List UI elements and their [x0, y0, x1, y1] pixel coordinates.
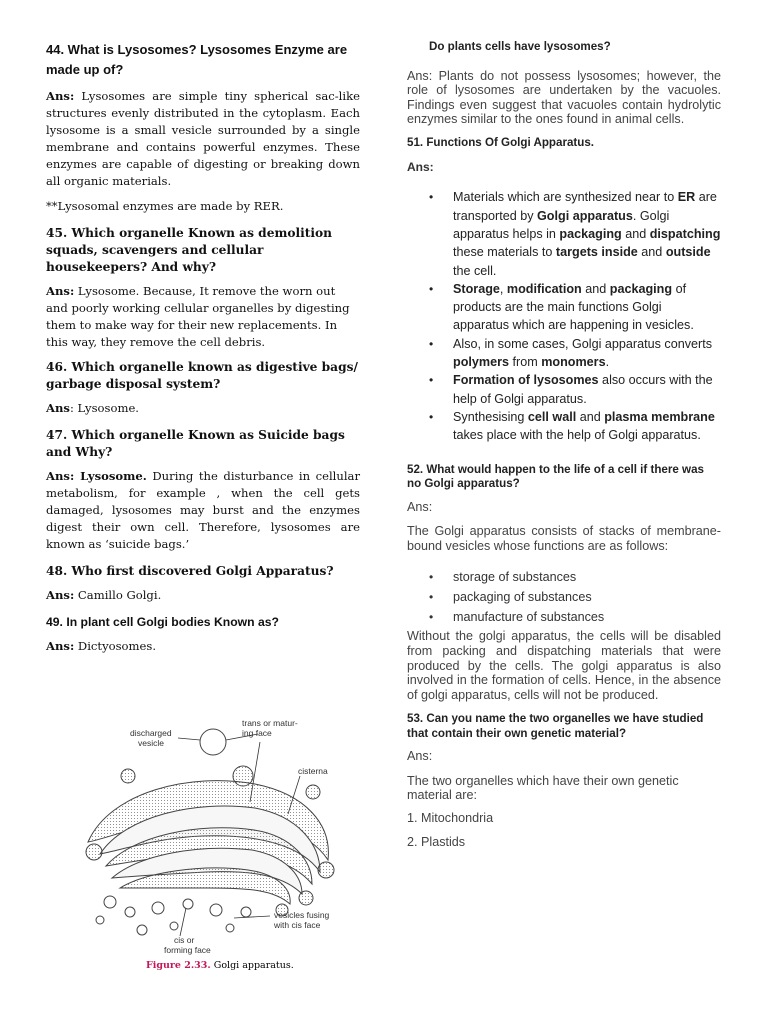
- question-plants-lysosomes: Do plants cells have lysosomes?: [429, 40, 611, 53]
- question-47: 47. Which organelle Known as Suicide bags and Why?: [46, 428, 345, 459]
- answer-label: Ans: [46, 401, 70, 415]
- figure-caption: [146, 960, 294, 971]
- left-column: [46, 40, 360, 663]
- question-53: 53. Can you name the two organelles we have studied that contain their own genetic material?: [407, 712, 704, 740]
- answer-text: During the disturbance in cellular metabolism, for example , when the cell gets damaged, lysosomes may burst and the enzymes digest their own cell. Therefore, lysosomes are known as ‘suicide bags.’: [46, 469, 360, 551]
- answer-text: : Lysosome.: [69, 401, 139, 415]
- text: and: [581, 281, 610, 296]
- list-item: [407, 280, 721, 335]
- keyword: plasma membrane: [604, 409, 715, 424]
- answer-52-intro: The Golgi apparatus consists of stacks of membrane-bound vesicles whose functions are as follows:: [407, 524, 721, 553]
- golgi-functions-list: [407, 188, 721, 444]
- question-44: 44. What is Lysosomes? Lysosomes Enzyme are made up of?: [46, 42, 348, 77]
- answer-48: [46, 587, 360, 604]
- answer-44: [46, 88, 360, 190]
- answer-53-label: Ans:: [407, 749, 433, 764]
- question-46: 46. Which organelle known as digestive bags/ garbage disposal system?: [46, 360, 358, 391]
- keyword: packaging: [559, 226, 622, 241]
- question-48: 48. Who first discovered Golgi Apparatus?: [46, 564, 334, 578]
- keyword: packaging: [609, 281, 673, 296]
- list-item: • manufacture of substances: [407, 607, 721, 627]
- text: and: [576, 409, 605, 424]
- answer-text: Lysosomes are simple tiny spherical sac-like structures evenly distributed in the cytoplasm. Each lysosome is a small vesicle surrounded by a single membrane and contains powerful enzymes. These enzymes are capable of digesting or breaking down all organic materials.: [46, 89, 360, 188]
- keyword: dispatching: [649, 226, 721, 241]
- answer-45: [46, 283, 360, 351]
- answer-53-item-2: 2. Plastids: [407, 834, 466, 849]
- answer-label: Ans:: [46, 89, 75, 103]
- label-cis-2: forming face: [164, 945, 211, 955]
- keyword: ER: [677, 190, 696, 205]
- text: and: [637, 245, 666, 260]
- note-lysosomal-enzymes: **Lysosomal enzymes are made by RER.: [46, 199, 284, 213]
- text: Materials which are synthesized near to: [453, 190, 678, 205]
- text: Also, in some cases, Golgi apparatus converts: [453, 336, 712, 351]
- answer-text: Dictyosomes.: [74, 639, 157, 653]
- keyword: Formation of lysosomes: [453, 373, 599, 388]
- label-vesicle: vesicle: [138, 738, 164, 748]
- text: from: [509, 355, 542, 370]
- answer-text: Lysosome. Because, It remove the worn out and poorly working cellular organelles by digesting them to make way for their new replacements. In this way, they remove the cell debris.: [46, 284, 350, 349]
- question-49: 49. In plant cell Golgi bodies Known as?: [46, 615, 279, 629]
- answer-46: [46, 400, 360, 417]
- answer-49: [46, 638, 360, 655]
- keyword: monomers: [541, 355, 606, 370]
- label-fusing-2: with cis face: [274, 920, 321, 930]
- answer-53-intro: The two organelles which have their own genetic material are:: [407, 773, 679, 803]
- label-cisterna: cisterna: [298, 766, 328, 776]
- text: . Golgi apparatus helps in: [453, 208, 670, 241]
- answer-label: Ans:: [46, 639, 75, 653]
- golgi-functions-simple-list: [407, 567, 721, 627]
- text: and: [621, 226, 650, 241]
- golgi-apparatus-figure: [70, 712, 350, 974]
- list-item: [407, 371, 721, 408]
- figure-number: Figure 2.33.: [146, 960, 211, 971]
- answer-label: Ans:: [46, 588, 75, 602]
- answer-51-label: Ans:: [407, 160, 434, 175]
- label-discharged: discharged: [130, 728, 172, 738]
- keyword: Storage: [453, 281, 500, 296]
- question-52: 52. What would happen to the life of a cell if there was no Golgi apparatus?: [407, 462, 704, 491]
- list-item: [407, 408, 721, 445]
- text: Synthesising: [453, 409, 528, 424]
- list-item: • storage of substances: [407, 567, 721, 587]
- text: the cell.: [453, 263, 497, 278]
- answer-label: Ans:: [46, 284, 75, 298]
- answer-label: Ans: Lysosome.: [46, 469, 147, 483]
- text: takes place with the help of Golgi apparatus.: [453, 428, 701, 443]
- list-item: [407, 335, 721, 372]
- answer-text: Camillo Golgi.: [74, 588, 162, 602]
- answer-plants-lysosomes: Ans: Plants do not possess lysosomes; however, the role of lysosomes are undertaken by the vacuoles. Findings even suggest that vacuoles contain hydrolytic enzymes similar to the ones found in animal cells.: [407, 68, 721, 127]
- right-column: [407, 40, 721, 857]
- list-item: • packaging of substances: [407, 587, 721, 607]
- figure-title: Golgi apparatus.: [210, 960, 294, 971]
- keyword: Golgi apparatus: [537, 208, 633, 223]
- text: .: [605, 355, 610, 370]
- keyword: cell wall: [527, 409, 577, 424]
- keyword: modification: [506, 281, 582, 296]
- golgi-diagram: [70, 712, 350, 974]
- label-fusing-1: vesicles fusing: [274, 910, 330, 920]
- text: of products are the main functions Golgi apparatus which are happening in vesicles.: [453, 281, 694, 333]
- keyword: polymers: [453, 355, 509, 370]
- text: are transported by: [453, 190, 717, 223]
- answer-47: [46, 468, 360, 553]
- answer-53-item-1: 1. Mitochondria: [407, 811, 494, 826]
- label-cis-1: cis or: [174, 935, 195, 945]
- label-trans-2: ing face: [242, 728, 272, 738]
- question-45: 45. Which organelle Known as demolition squads, scavengers and cellular housekeepers? And why?: [46, 226, 332, 274]
- keyword: targets inside: [555, 245, 638, 260]
- text: these materials to: [453, 245, 556, 260]
- keyword: outside: [665, 245, 711, 260]
- label-trans-1: trans or matur-: [242, 718, 298, 728]
- question-51: 51. Functions Of Golgi Apparatus.: [407, 135, 595, 149]
- list-item: [407, 188, 721, 279]
- answer-52-label: Ans:: [407, 499, 433, 514]
- answer-52-conclusion: Without the golgi apparatus, the cells will be disabled from packing and dispatching materials that were produced by the cells. The golgi apparatus is also involved in the formation of cells. Hence, in the absence of golgi apparatus, cells will not be produced.: [407, 629, 721, 702]
- text: ,: [499, 281, 507, 296]
- text: also occurs with the help of Golgi apparatus.: [453, 373, 713, 406]
